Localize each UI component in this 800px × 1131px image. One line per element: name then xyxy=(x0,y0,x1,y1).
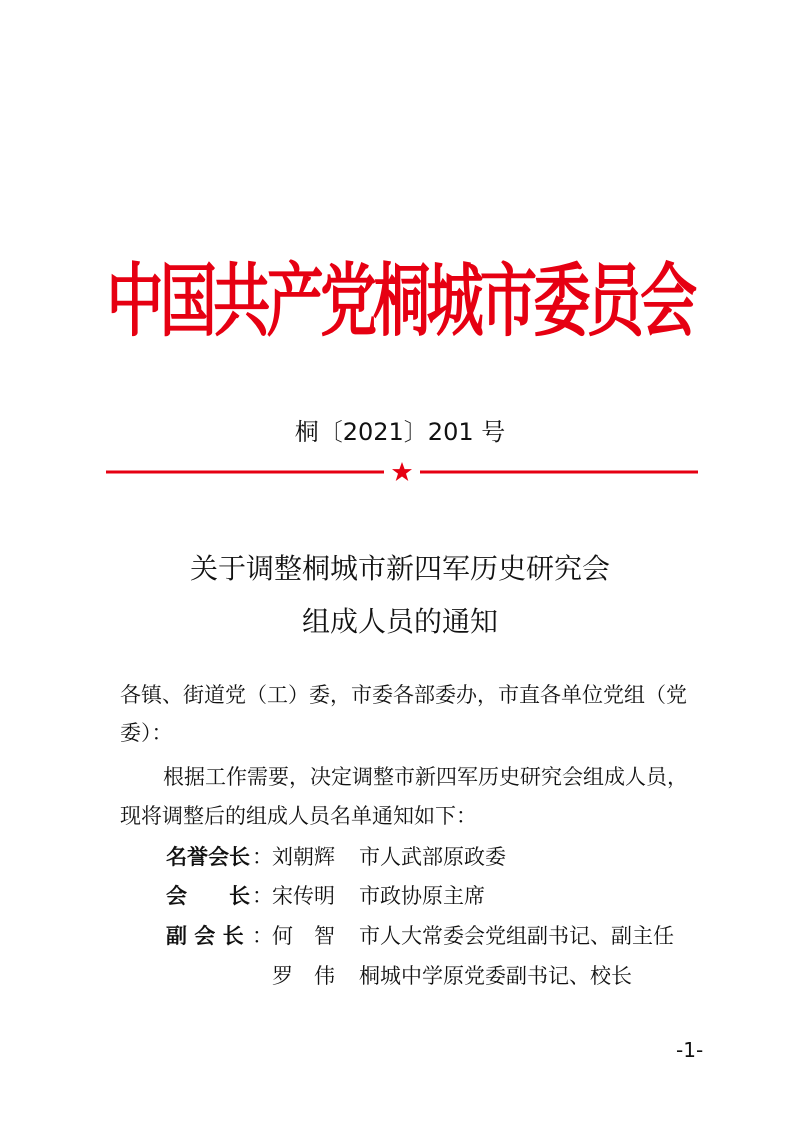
member-post: 市人武部原政委 xyxy=(359,845,506,869)
body-paragraph-line-1: 根据工作需要，决定调整市新四军历史研究会组成人员， xyxy=(163,765,688,789)
notice-title-line-2: 组成人员的通知 xyxy=(301,605,498,638)
red-divider-with-star xyxy=(106,460,698,484)
recipients-line-2: 委）： xyxy=(120,721,173,745)
star-icon xyxy=(392,462,412,481)
member-post: 市政协原主席 xyxy=(359,884,485,908)
recipients-line-1: 各镇、街道党（工）委，市委各部委办，市直各单位党组（党 xyxy=(120,683,687,707)
member-role: 副 会 长 xyxy=(166,924,244,948)
body-paragraph-line-2: 现将调整后的组成人员名单通知如下： xyxy=(120,804,477,828)
member-post: 桐城中学原党委副书记、校长 xyxy=(359,964,632,988)
member-post: 市人大常委会党组副书记、副主任 xyxy=(359,924,674,948)
member-name: 刘朝辉 xyxy=(272,845,335,869)
member-role: 会 长 xyxy=(166,884,250,908)
role-colon: ： xyxy=(252,884,273,908)
notice-title-line-1: 关于调整桐城市新四军历史研究会 xyxy=(189,552,610,585)
document-number: 桐〔2021〕201 号 xyxy=(294,418,506,446)
document-header-org-name: 中国共产党桐城市委员会 xyxy=(106,254,694,348)
member-name: 何 智 xyxy=(272,924,335,948)
member-name: 罗 伟 xyxy=(272,964,335,988)
role-colon: ： xyxy=(252,924,273,948)
member-role: 名誉会长 xyxy=(166,845,250,869)
page-number: -1- xyxy=(676,1038,704,1062)
role-colon: ： xyxy=(252,845,273,869)
member-name: 宋传明 xyxy=(272,884,335,908)
